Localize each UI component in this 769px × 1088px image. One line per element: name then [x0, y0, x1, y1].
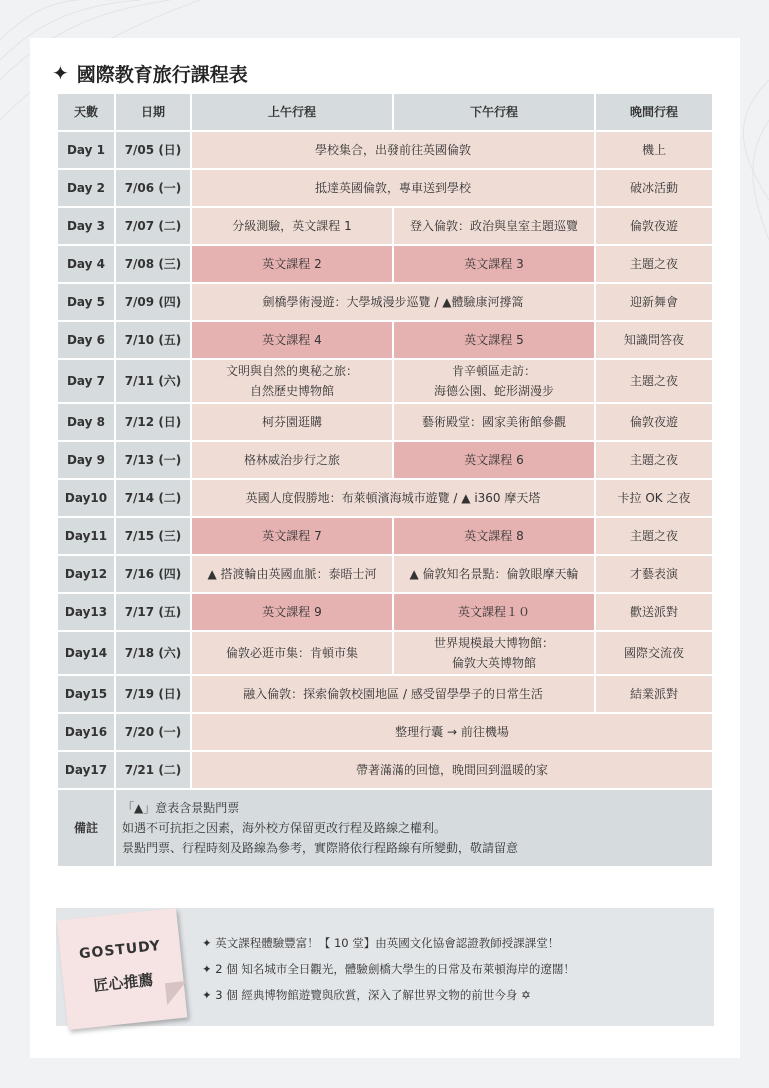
table-row: [58, 442, 712, 478]
afternoon-cell-line: 世界規模最大博物館：: [433, 636, 554, 650]
evening-cell: 主題之夜: [596, 360, 712, 402]
table-row: [58, 752, 712, 788]
afternoon-cell: 英文課程 6: [394, 442, 594, 478]
date-cell: 7/18 (六): [116, 632, 190, 674]
sticky-note: [57, 908, 188, 1030]
afternoon-cell: [394, 632, 594, 674]
schedule-table: [56, 92, 714, 868]
date-cell: 7/16 (四): [116, 556, 190, 592]
day-cell: Day 9: [58, 442, 114, 478]
header-day: 天數: [58, 94, 114, 130]
date-cell: 7/07 (二): [116, 208, 190, 244]
table-row: [58, 632, 712, 674]
morning-cell: ▲ 搭渡輪由英國血脈：泰晤士河: [192, 556, 392, 592]
date-cell: 7/06 (一): [116, 170, 190, 206]
date-cell: 7/14 (二): [116, 480, 190, 516]
table-row: [58, 208, 712, 244]
header-morning: 上午行程: [192, 94, 392, 130]
full-day-cell: 融入倫敦：探索倫敦校園地區 / 感受留學學子的日常生活: [192, 676, 594, 712]
sparkle-icon: ✦: [52, 61, 69, 85]
all-day-cell: 帶著滿滿的回憶，晚間回到溫暖的家: [192, 752, 712, 788]
table-row: [58, 518, 712, 554]
date-cell: 7/12 (日): [116, 404, 190, 440]
day-cell: Day12: [58, 556, 114, 592]
full-day-cell: 抵達英國倫敦，專車送到學校: [192, 170, 594, 206]
day-cell: Day14: [58, 632, 114, 674]
evening-cell: 卡拉 OK 之夜: [596, 480, 712, 516]
table-row: [58, 170, 712, 206]
day-cell: Day 3: [58, 208, 114, 244]
morning-cell: 英文課程 4: [192, 322, 392, 358]
evening-cell: 結業派對: [596, 676, 712, 712]
evening-cell: 倫敦夜遊: [596, 404, 712, 440]
day-cell: Day 7: [58, 360, 114, 402]
table-row: [58, 284, 712, 320]
morning-cell-line: 文明與自然的奧秘之旅：: [225, 364, 358, 378]
morning-cell: 英文課程 2: [192, 246, 392, 282]
table-row: [58, 404, 712, 440]
morning-cell: [192, 360, 392, 402]
morning-cell: 英文課程 9: [192, 594, 392, 630]
sticky-fold: [165, 981, 189, 1005]
sticky-caption: 匠心推薦: [92, 970, 155, 996]
all-day-cell: 整理行囊 → 前往機場: [192, 714, 712, 750]
promo-list: [202, 930, 712, 1008]
morning-cell-line: 自然歷史博物館: [249, 384, 334, 398]
table-row: [58, 676, 712, 712]
day-cell: Day17: [58, 752, 114, 788]
day-cell: Day 8: [58, 404, 114, 440]
afternoon-cell: 英文課程 8: [394, 518, 594, 554]
morning-cell: 柯芬園逛購: [192, 404, 392, 440]
evening-cell: 國際交流夜: [596, 632, 712, 674]
day-cell: Day10: [58, 480, 114, 516]
header-afternoon: 下午行程: [394, 94, 594, 130]
promo-item: ✦ 3 個 經典博物館遊覽與欣賞，深入了解世界文物的前世今身 ✡: [202, 988, 531, 1002]
afternoon-cell: 藝術殿堂：國家美術館參觀: [394, 404, 594, 440]
day-cell: Day13: [58, 594, 114, 630]
date-cell: 7/17 (五): [116, 594, 190, 630]
full-day-cell: 英國人度假勝地：布萊頓濱海城市遊覽 / ▲ i360 摩天塔: [192, 480, 594, 516]
date-cell: 7/11 (六): [116, 360, 190, 402]
promo-item: ✦ 2 個 知名城市全日觀光，體驗劍橋大學生的日常及布萊頓海岸的遼闊！: [202, 962, 575, 976]
afternoon-cell: 英文課程１０: [394, 594, 594, 630]
table-row: [58, 714, 712, 750]
evening-cell: 倫敦夜遊: [596, 208, 712, 244]
notes-label: 備註: [58, 790, 114, 866]
date-cell: 7/09 (四): [116, 284, 190, 320]
morning-cell: 格林威治步行之旅: [192, 442, 392, 478]
day-cell: Day 4: [58, 246, 114, 282]
afternoon-cell-line: 肯辛頓區走訪：: [451, 364, 536, 378]
sticky-brand: GOSTUDY: [78, 937, 162, 963]
afternoon-cell: 登入倫敦：政治與皇室主題巡覽: [394, 208, 594, 244]
evening-cell: 才藝表演: [596, 556, 712, 592]
day-cell: Day 1: [58, 132, 114, 168]
promo-item: ✦ 英文課程體驗豐富！【 10 堂】由英國文化協會認證教師授課課堂！: [202, 936, 560, 950]
table-row: [58, 556, 712, 592]
evening-cell: 主題之夜: [596, 442, 712, 478]
afternoon-cell: [394, 360, 594, 402]
evening-cell: 機上: [596, 132, 712, 168]
day-cell: Day 2: [58, 170, 114, 206]
table-row: [58, 322, 712, 358]
page-title-text: 國際教育旅行課程表: [76, 63, 248, 86]
evening-cell: 破冰活動: [596, 170, 712, 206]
afternoon-cell: 英文課程 5: [394, 322, 594, 358]
afternoon-cell-line: 倫敦大英博物館: [451, 656, 536, 670]
date-cell: 7/13 (一): [116, 442, 190, 478]
day-cell: Day16: [58, 714, 114, 750]
evening-cell: 主題之夜: [596, 246, 712, 282]
evening-cell: 歡送派對: [596, 594, 712, 630]
afternoon-cell: 英文課程 3: [394, 246, 594, 282]
evening-cell: 主題之夜: [596, 518, 712, 554]
header-date: 日期: [116, 94, 190, 130]
table-row: [58, 594, 712, 630]
note-line: 景點門票、行程時刻及路線為參考，實際將依行程路線有所變動，敬請留意: [122, 841, 519, 855]
date-cell: 7/08 (三): [116, 246, 190, 282]
evening-cell: 知識問答夜: [596, 322, 712, 358]
evening-cell: 迎新舞會: [596, 284, 712, 320]
header-evening: 晚間行程: [596, 94, 712, 130]
table-header-row: [58, 94, 712, 130]
afternoon-cell-line: 海德公園、蛇形湖漫步: [433, 384, 554, 398]
full-day-cell: 學校集合，出發前往英國倫敦: [192, 132, 594, 168]
afternoon-cell: ▲ 倫敦知名景點：倫敦眼摩天輪: [394, 556, 594, 592]
page-title: [52, 58, 248, 88]
notes-content: [116, 790, 712, 866]
notes-row: [58, 790, 712, 866]
note-line: 「▲」意表含景點門票: [122, 801, 240, 815]
morning-cell: 倫敦必逛市集：肯頓市集: [192, 632, 392, 674]
table-row: [58, 132, 712, 168]
date-cell: 7/21 (二): [116, 752, 190, 788]
morning-cell: 英文課程 7: [192, 518, 392, 554]
date-cell: 7/15 (三): [116, 518, 190, 554]
note-line: 如遇不可抗拒之因素，海外校方保留更改行程及路線之權利。: [122, 821, 447, 835]
date-cell: 7/10 (五): [116, 322, 190, 358]
morning-cell: 分級測驗，英文課程 1: [192, 208, 392, 244]
table-row: [58, 360, 712, 402]
day-cell: Day 6: [58, 322, 114, 358]
day-cell: Day15: [58, 676, 114, 712]
table-row: [58, 480, 712, 516]
date-cell: 7/05 (日): [116, 132, 190, 168]
day-cell: Day 5: [58, 284, 114, 320]
date-cell: 7/19 (日): [116, 676, 190, 712]
date-cell: 7/20 (一): [116, 714, 190, 750]
full-day-cell: 劍橋學術漫遊：大學城漫步巡覽 / ▲體驗康河撐篙: [192, 284, 594, 320]
day-cell: Day11: [58, 518, 114, 554]
table-row: [58, 246, 712, 282]
